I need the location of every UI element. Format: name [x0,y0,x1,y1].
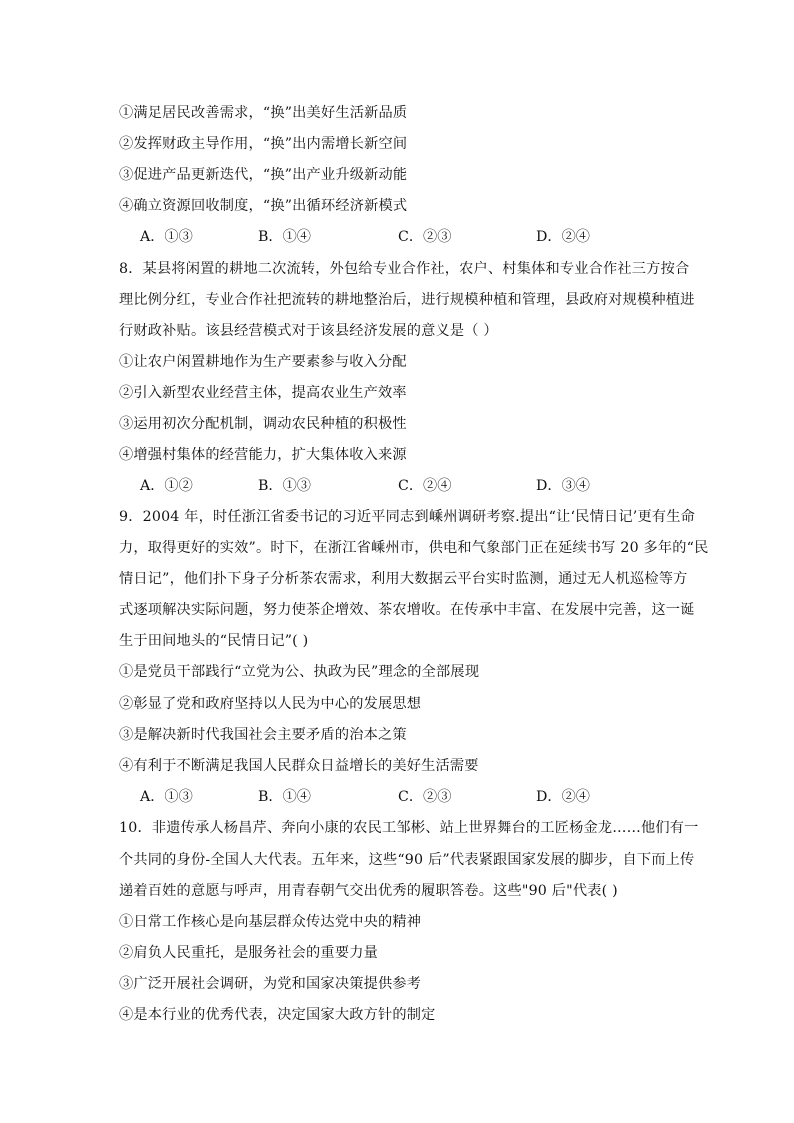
q8-option-c: C．②④ [398,478,452,494]
q7-item-2: ②发挥财政主导作用，“换”出内需增长新空间 [119,136,408,152]
q9-option-b: B．①④ [258,789,311,805]
q9-item-2: ②彰显了党和政府坚持以人民为中心的发展思想 [119,696,422,712]
q8-item-4: ④增强村集体的经营能力，扩大集体收入来源 [119,447,407,463]
q8-options [140,476,660,496]
q9-item-1: ①是党员干部践行“立党为公、执政为民”理念的全部展现 [119,664,480,680]
q9-option-a: A．①③ [140,789,193,805]
q8-stem-line-3: 行财政补贴。该县经营模式对于该县经济发展的意义是（ ） [119,323,498,339]
q7-item-3: ③促进产品更新迭代，“换”出产业升级新动能 [119,167,408,183]
q8-item-1: ①让农户闲置耕地作为生产要素参与收入分配 [119,354,407,370]
q9-item-3: ③是解决新时代我国社会主要矛盾的治本之策 [119,727,407,743]
q7-option-d: D．②④ [536,229,590,245]
q10-stem-line-3: 递着百姓的意愿与呼声，用青春朝气交出优秀的履职答卷。这些"90 后"代表( ) [119,883,618,899]
q7-item-1: ①满足居民改善需求，“换”出美好生活新品质 [119,105,408,121]
q7-option-c: C．②③ [398,229,452,245]
q7-options [140,227,660,247]
q10-stem-line-2: 个共同的身份-全国人大代表。五年来，这些“90 后”代表紧跟国家发展的脚步，自下而上传 [119,852,695,868]
q10-item-1: ①日常工作核心是向基层群众传达党中央的精神 [119,914,422,930]
q9-options [140,787,660,807]
q9-stem-line-2: 力，取得更好的实效”。时下，在浙江省嵊州市，供电和气象部门正在延续书写 20 多年的“民 [119,540,709,556]
q9-item-4: ④有利于不断满足我国人民群众日益增长的美好生活需要 [119,758,479,774]
q8-option-b: B．①③ [258,478,311,494]
q7-item-4: ④确立资源回收制度，“换”出循环经济新模式 [119,198,408,214]
q9-stem-line-3: 情日记”，他们扑下身子分析茶农需求，利用大数据云平台实时监测，通过无人机巡检等方 [119,571,688,587]
q7-option-a: A．①③ [140,229,193,245]
q7-option-b: B．①④ [258,229,311,245]
q10-item-4: ④是本行业的优秀代表，决定国家大政方针的制定 [119,1007,436,1023]
q9-stem-line-5: 生于田间地头的“民情日记”( ) [119,633,309,649]
q9-option-c: C．②③ [398,789,452,805]
q9-stem-line-1: 9．2004 年，时任浙江省委书记的习近平同志到嵊州调研考察.提出“让‘民情日记’更有生命 [119,509,695,525]
q10-item-2: ②肩负人民重托，是服务社会的重要力量 [119,945,378,961]
q10-item-3: ③广泛开展社会调研，为党和国家决策提供参考 [119,976,422,992]
q8-item-2: ②引入新型农业经营主体，提高农业生产效率 [119,385,407,401]
q8-item-3: ③运用初次分配机制，调动农民种植的积极性 [119,416,407,432]
q8-stem-line-1: 8．某县将闲置的耕地二次流转，外包给专业合作社，农户、村集体和专业合作社三方按合 [119,261,690,277]
q8-option-a: A．①② [140,478,193,494]
q10-stem-line-1: 10．非遗传承人杨昌芹、奔向小康的农民工邹彬、站上世界舞台的工匠杨金龙……他们有一 [119,820,699,836]
q9-stem-line-4: 式逐项解决实际问题，努力使茶企增效、茶农增收。在传承中丰富、在发展中完善，这一诞 [119,602,695,618]
q8-option-d: D．③④ [536,478,590,494]
q8-stem-line-2: 理比例分红，专业合作社把流转的耕地整治后，进行规模种植和管理，县政府对规模种植进 [119,292,695,308]
q9-option-d: D．②④ [536,789,590,805]
